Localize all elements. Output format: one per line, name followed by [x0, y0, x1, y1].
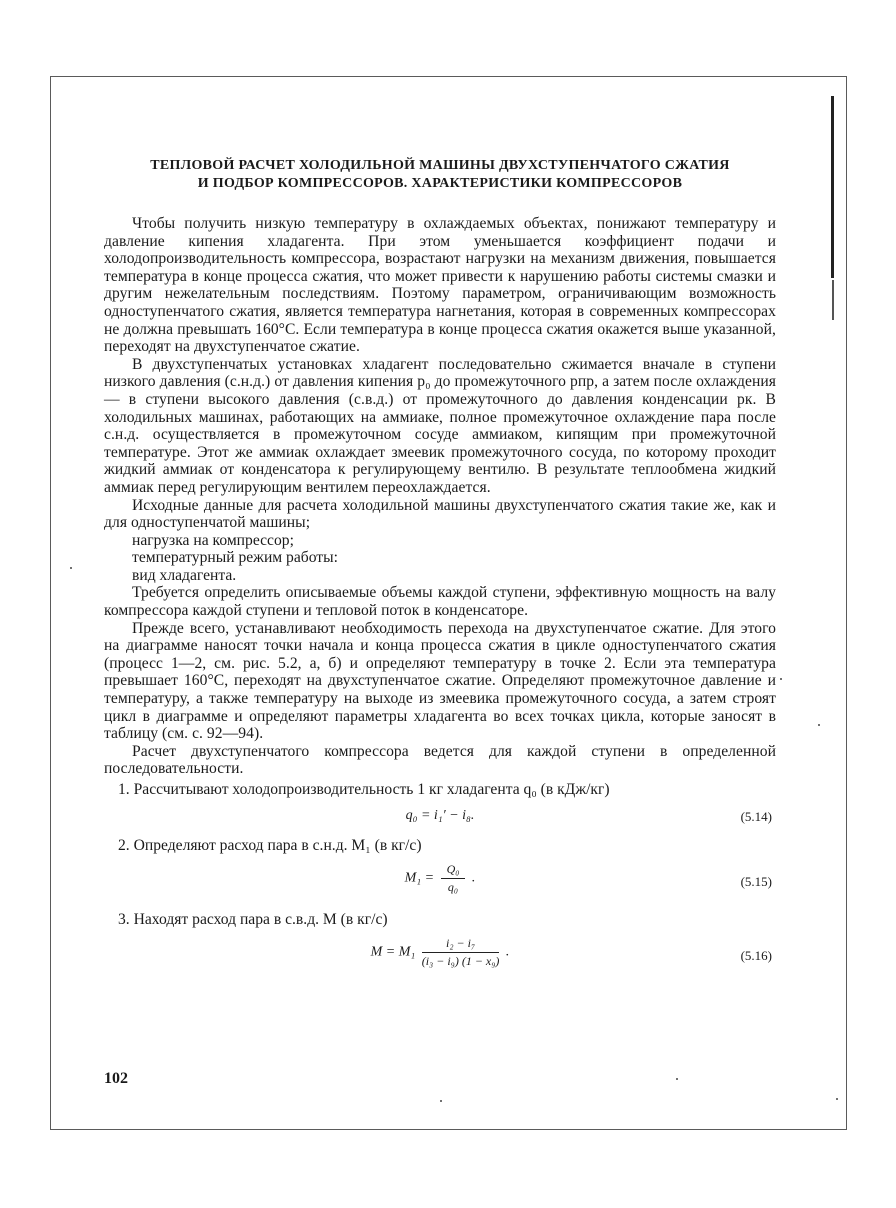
formula-lhs: M₁ =	[404, 870, 435, 886]
fraction	[441, 862, 466, 895]
paragraph-4: Требуется определить описываемые объемы каждой ступени, эффективную мощность на валу компрессора каждой ступени и тепловой поток в конденсаторе.	[104, 584, 776, 620]
formula-number: (5.14)	[740, 809, 772, 824]
list-item: нагрузка на компрессор;	[132, 531, 294, 549]
formula-5-14	[104, 800, 776, 834]
formula-5-15	[104, 856, 776, 908]
formula-expression: q₀ = i₁′ − i₈.	[405, 808, 475, 823]
margin-rule	[831, 96, 834, 278]
formula-lhs: M = M₁	[370, 944, 416, 960]
input-data-list	[104, 532, 776, 585]
paragraph-1: Чтобы получить низкую температуру в охлаждаемых объектах, понижают температуру и давление кипения хладагента. При этом уменьшается коэффициент подачи и холодопроизводительность компрессора, возрастают нагрузки на механизм движения, повышается температура в конце процесса сжатия, что может привести к нарушению работы системы смазки и другим нежелательным последствиям. Поэтому параметром, ограничивающим возможность одноступенчатого сжатия, является температура нагнетания, которая в современных компрессорах не должна превышать 160°C. Если температура в конце процесса сжатия окажется выше указанной, переходят на двухступенчатое сжатие.	[104, 215, 776, 356]
list-item: температурный режим работы:	[132, 549, 338, 567]
scan-speck	[836, 1098, 838, 1100]
formula-5-16	[104, 930, 776, 982]
scan-speck	[70, 567, 72, 569]
margin-rule-lower	[832, 280, 834, 320]
numerator: i₂ − i₇	[422, 936, 500, 953]
scan-speck	[818, 724, 820, 726]
step-1: 1. Рассчитывают холодопроизводительность 1 кг хладагента q₀ (в кДж/кг)	[118, 781, 610, 798]
paragraph-5: Прежде всего, устанавливают необходимость перехода на двухступенчатое сжатие. Для этого на диаграмме наносят точки начала и конца процесса сжатия в цикле одноступенчатого сжатия (процесс 1—2, см. рис. 5.2, а, б) и определяют температуру в точке 2. Если эта температура превышает 160°C, переходят на двухступенчатое сжатие. Определяют промежуточное давление и температуру, а также температуру на выходе из змеевика промежуточного сосуда, а затем строят цикл в диаграмме и определяют параметры хладагента во всех точках цикла, которые заносят в таблицу (см. с. 92—94).	[104, 619, 776, 743]
denominator: q₀	[447, 880, 459, 894]
list-item: вид хладагента.	[132, 566, 237, 584]
fraction	[422, 936, 500, 969]
page-content	[104, 157, 776, 982]
page-number: 102	[104, 1070, 128, 1087]
denominator: (i₃ − i₉) (1 − x₉)	[421, 954, 500, 968]
paragraph-2: В двухступенчатых установках хладагент последовательно сжимается вначале в ступени низкого давления (с.н.д.) от давления кипения p₀ до промежуточного pпр, а затем после охлаждения — в ступени высокого давления (с.в.д.) от промежуточного до давления конденсации pк. В холодильных машинах, работающих на аммиаке, полное промежуточное охлаждение пара после с.н.д. осуществляется в промежуточном сосуде аммиаком, кипящим при промежуточной температуре. Этот же аммиак охлаждает змеевик промежуточного сосуда, по которому проходит жидкий аммиак от конденсатора к регулирующему вентилю. В результате теплообмена жидкий аммиак перед регулирующим вентилем переохлаждается.	[104, 355, 776, 496]
numerator: Q₀	[441, 862, 466, 879]
formula-expression	[104, 936, 776, 969]
title-line-1: ТЕПЛОВОЙ РАСЧЕТ ХОЛОДИЛЬНОЙ МАШИНЫ ДВУХСТУПЕНЧАТОГО СЖАТИЯ	[150, 158, 730, 173]
paragraph-6: Расчет двухступенчатого компрессора ведется для каждой ступени в определенной последовательности.	[104, 742, 776, 778]
formula-tail: .	[505, 944, 510, 960]
scan-speck	[440, 1100, 442, 1102]
title-line-2: И ПОДБОР КОМПРЕССОРОВ. ХАРАКТЕРИСТИКИ КОМПРЕССОРОВ	[197, 176, 683, 191]
scan-speck	[780, 678, 782, 680]
scan-speck	[676, 1078, 678, 1080]
step-3: 3. Находят расход пара в с.в.д. M (в кг/с)	[118, 911, 388, 928]
page-title	[104, 157, 776, 193]
step-2: 2. Определяют расход пара в с.н.д. M₁ (в кг/с)	[118, 837, 422, 854]
formula-tail: .	[471, 870, 476, 886]
formula-number: (5.15)	[740, 874, 772, 889]
formula-expression	[104, 862, 776, 895]
formula-number: (5.16)	[740, 948, 772, 963]
paragraph-3: Исходные данные для расчета холодильной машины двухступенчатого сжатия такие же, как и для одноступенчатой машины;	[104, 496, 776, 532]
